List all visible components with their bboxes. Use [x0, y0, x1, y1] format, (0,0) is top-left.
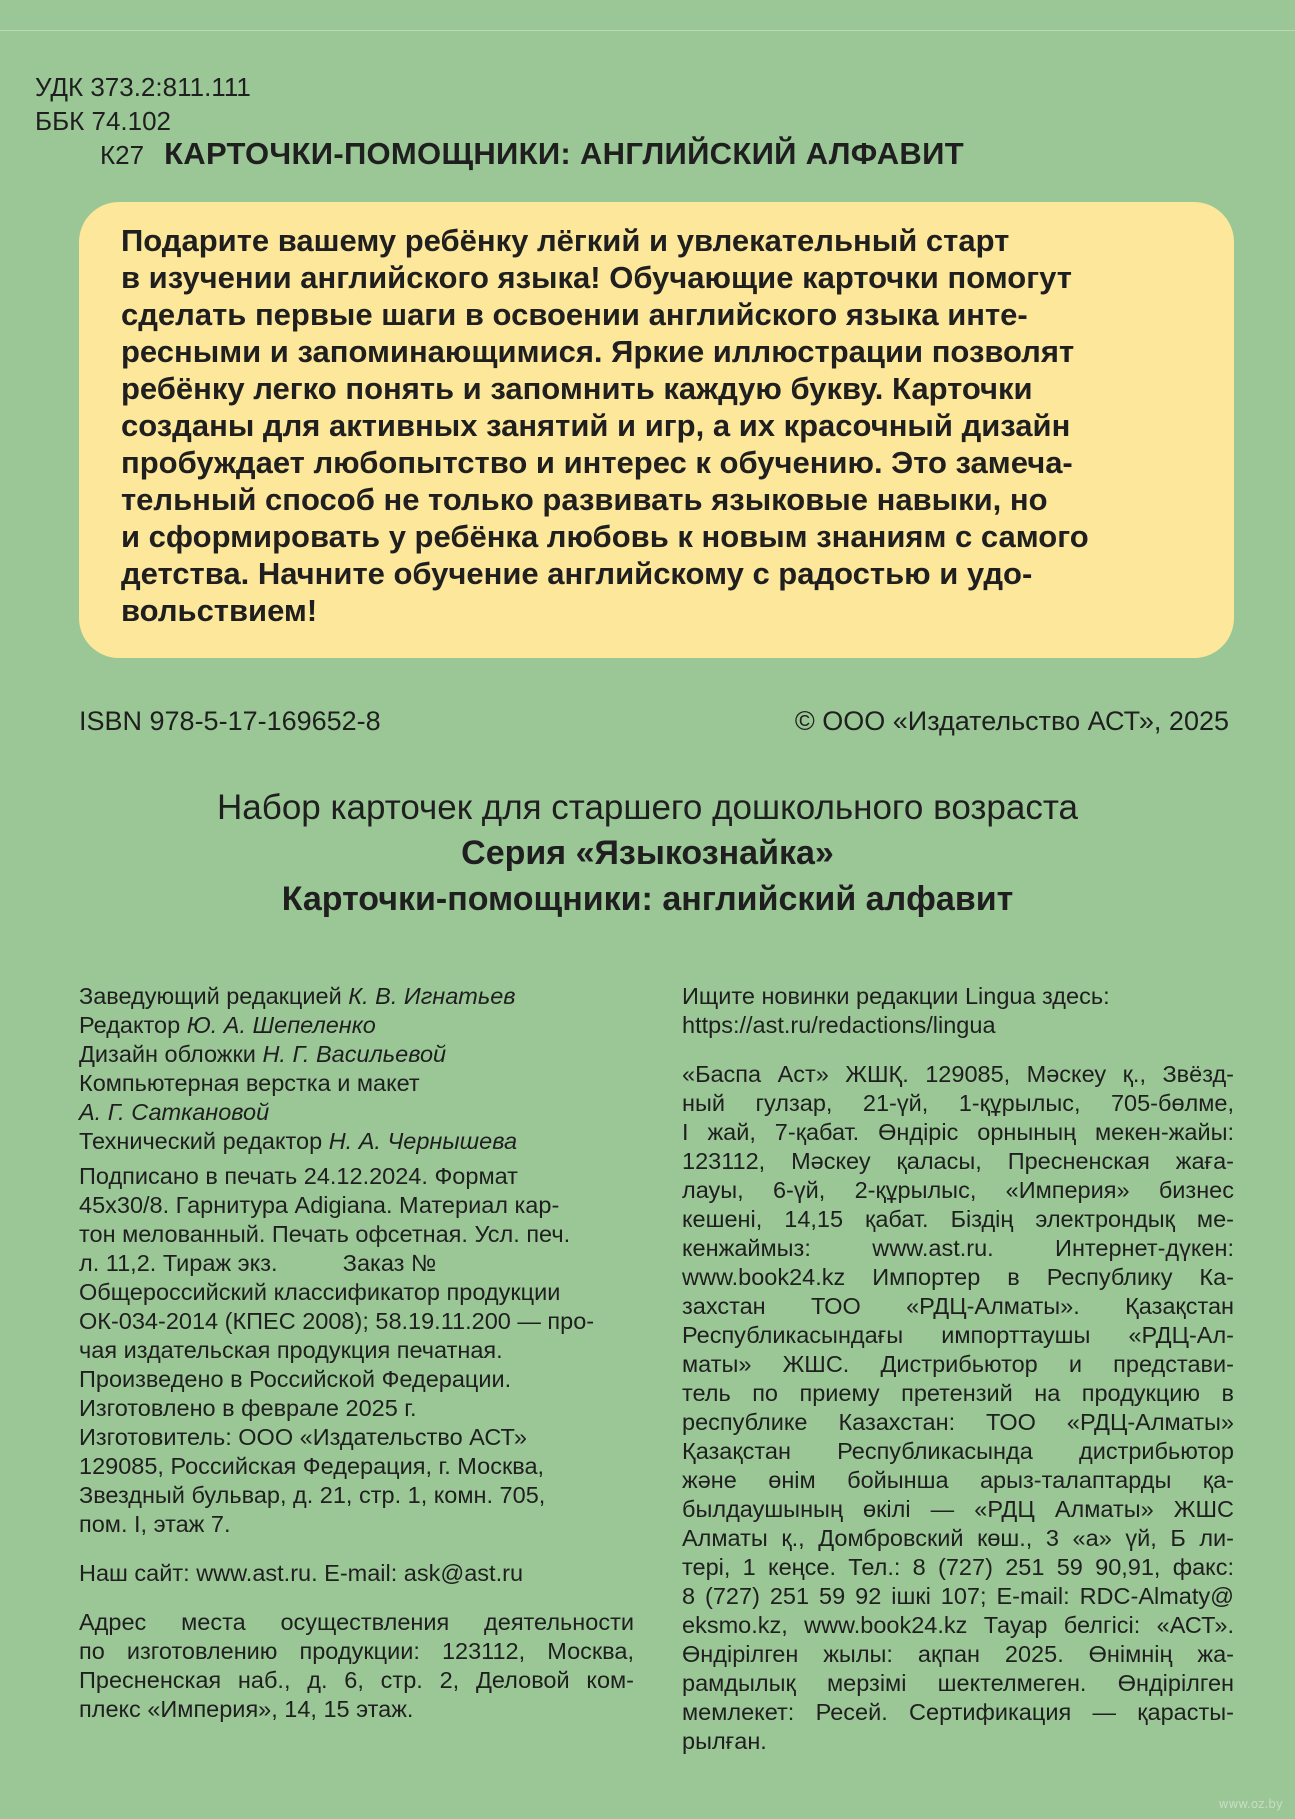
- kazakh-imprint: [682, 1060, 1234, 1756]
- print-details: [79, 1162, 634, 1539]
- production-address: [79, 1608, 634, 1724]
- imprint-line: тон мелованный. Печать офсетная. Усл. печ.: [79, 1221, 571, 1247]
- kazakh-line: тель по приему претензий на продукцию в: [682, 1380, 1234, 1406]
- kazakh-line: Өндірілген жылы: ақпан 2025. Өнімнің жа-: [682, 1641, 1234, 1667]
- credit-name: Н. Г. Васильевой: [262, 1041, 447, 1067]
- imprint-line: л. 11,2. Тираж экз. Заказ №: [79, 1250, 437, 1276]
- kazakh-line: рамдылық мерзімі шектелмеген. Өндірілген: [682, 1670, 1234, 1696]
- imprint-line: 45х30/8. Гарнитура Adigiana. Материал кар-: [79, 1192, 560, 1218]
- blurb-line: и сформировать у ребёнка любовь к новым знаниям с самого: [121, 519, 1089, 554]
- credit-line: [79, 1040, 634, 1069]
- author-mark-line: [100, 136, 964, 172]
- credit-role: Заведующий редакцией: [79, 983, 349, 1009]
- credit-role: Редактор: [79, 1012, 187, 1038]
- address-line: плекс «Империя», 14, 15 этаж.: [79, 1696, 414, 1722]
- kazakh-line: 8 (727) 251 59 92 ішкі 107; E-mail: RDC-Almaty@: [682, 1583, 1234, 1609]
- imprint-line: чая издательская продукция печатная.: [79, 1337, 503, 1363]
- bbk-code: ББК 74.102: [35, 106, 172, 136]
- kazakh-line: ный гулзар, 21-үй, 1-құрылыс, 705-бөлме,: [682, 1090, 1234, 1116]
- annotation-text: [121, 222, 1221, 629]
- blurb-line: созданы для активных занятий и игр, а их красочный дизайн: [121, 408, 1071, 443]
- blurb-line: детства. Начните обучение английскому с радостью и удо-: [121, 556, 1033, 591]
- kazakh-line: eksmo.kz, www.book24.kz Тауар белгісі: «АСТ».: [682, 1612, 1234, 1638]
- blurb-line: в изучении английского языка! Обучающие карточки помогут: [121, 260, 1072, 295]
- blurb-line: вольствием!: [121, 593, 318, 628]
- credit-line: [79, 1098, 634, 1127]
- credit-line: [79, 1069, 634, 1098]
- credits: [79, 982, 634, 1156]
- credit-role: Компьютерная верстка и макет: [79, 1070, 420, 1096]
- kazakh-line: маты» ЖШС. Дистрибьютор и представи-: [682, 1351, 1234, 1377]
- kazakh-line: Алматы қ., Домбровский көш., 3 «а» үй, Б ли-: [682, 1525, 1234, 1551]
- credit-name: К. В. Игнатьев: [348, 983, 516, 1009]
- kazakh-line: мемлекет: Ресей. Сертификация — қарасты-: [682, 1699, 1234, 1725]
- lingua-line: Ищите новинки редакции Lingua здесь:: [682, 983, 1110, 1009]
- credit-role: Технический редактор: [79, 1128, 329, 1154]
- kazakh-line: Республикасындағы импорттаушы «РДЦ-Ал-: [682, 1322, 1234, 1348]
- credit-name: А. Г. Саткановой: [79, 1099, 270, 1125]
- kazakh-line: 123112, Мәскеу қаласы, Пресненская жаға-: [682, 1148, 1234, 1174]
- address-line: по изготовлению продукции: 123112, Москва,: [79, 1638, 634, 1664]
- kazakh-line: республике Казахстан: ТОО «РДЦ-Алматы»: [682, 1409, 1234, 1435]
- kazakh-line: былдаушының өкілі — «РДЦ Алматы» ЖШС: [682, 1496, 1234, 1522]
- imprint-line: Подписано в печать 24.12.2024. Формат: [79, 1163, 518, 1189]
- kazakh-line: Қазақстан Республикасында дистрибьютор: [682, 1438, 1234, 1464]
- kazakh-line: рылған.: [682, 1728, 767, 1754]
- imprint-line: 129085, Российская Федерация, г. Москва,: [79, 1453, 545, 1479]
- address-line: Пресненская наб., д. 6, стр. 2, Деловой ком-: [79, 1667, 634, 1693]
- author-mark: К27: [100, 140, 145, 170]
- watermark: www.oz.by: [1218, 1797, 1283, 1811]
- imprint-line: Общероссийский классификатор продукции: [79, 1279, 561, 1305]
- blurb-line: тельный способ не только развивать языковые навыки, но: [121, 482, 1048, 517]
- kazakh-line: I жай, 7-қабат. Өндіріс орнының мекен-жайы:: [682, 1119, 1234, 1145]
- top-divider: [0, 0, 1295, 31]
- site-email: Наш сайт: www.ast.ru. E-mail: ask@ast.ru: [79, 1560, 524, 1586]
- kazakh-line: «Баспа Аст» ЖШҚ. 129085, Мәскеу қ., Звёзд-: [682, 1061, 1234, 1087]
- credit-name: Н. А. Чернышева: [328, 1128, 518, 1154]
- credit-role: Дизайн обложки: [79, 1041, 263, 1067]
- book-title-caps: КАРТОЧКИ-ПОМОЩНИКИ: АНГЛИЙСКИЙ АЛФАВИТ: [164, 136, 964, 171]
- kazakh-line: кенжаймыз: www.ast.ru. Интернет-дүкен:: [682, 1235, 1234, 1261]
- series-title: Серия «Языкознайка»: [461, 834, 834, 872]
- address-line: Адрес места осуществления деятельности: [79, 1609, 634, 1635]
- imprint-line: пом. I, этаж 7.: [79, 1511, 231, 1537]
- credit-name: Ю. А. Шепеленко: [186, 1012, 376, 1038]
- set-title: Карточки-помощники: английский алфавит: [281, 880, 1014, 918]
- kazakh-line: кешені, 14,15 қабат. Біздің электрондық ме-: [682, 1206, 1234, 1232]
- imprint-column-left: [79, 982, 634, 1724]
- imprint-line: Изготовлено в феврале 2025 г.: [79, 1395, 417, 1421]
- credit-line: [79, 982, 634, 1011]
- isbn: ISBN 978-5-17-169652-8: [79, 706, 381, 736]
- imprint-column-right: [682, 982, 1234, 1756]
- kazakh-line: www.book24.kz Импортер в Республику Ка-: [682, 1264, 1234, 1290]
- copyright: © ООО «Издательство АСТ», 2025: [794, 706, 1229, 736]
- credit-line: [79, 1011, 634, 1040]
- imprint-line: Звездный бульвар, д. 21, стр. 1, комн. 705,: [79, 1482, 546, 1508]
- imprint-line: ОК-034-2014 (КПЕС 2008); 58.19.11.200 — про-: [79, 1308, 595, 1334]
- annotation-box: [79, 202, 1234, 658]
- blurb-line: пробуждает любопытство и интерес к обучению. Это замеча-: [121, 445, 1073, 480]
- blurb-line: ресными и запоминающимися. Яркие иллюстрации позволят: [121, 334, 1075, 369]
- blurb-line: ребёнку легко понять и запомнить каждую букву. Карточки: [121, 371, 1033, 406]
- udk-code: УДК 373.2:811.111: [35, 72, 251, 102]
- kazakh-line: лауы, 6-үй, 2-құрылыс, «Империя» бизнес: [682, 1177, 1234, 1203]
- blurb-line: сделать первые шаги в освоении английского языка инте-: [121, 297, 1028, 332]
- set-description: Набор карточек для старшего дошкольного возраста: [217, 788, 1078, 827]
- kazakh-line: және өнім бойынша арыз-талаптарды қа-: [682, 1467, 1234, 1493]
- blurb-line: Подарите вашему ребёнку лёгкий и увлекательный старт: [121, 223, 1010, 258]
- kazakh-line: захстан ТОО «РДЦ-Алматы». Қазақстан: [682, 1293, 1234, 1319]
- imprint-line: Изготовитель: ООО «Издательство АСТ»: [79, 1424, 527, 1450]
- classification-codes: [35, 70, 251, 138]
- imprint-line: Произведено в Российской Федерации.: [79, 1366, 512, 1392]
- kazakh-line: тері, 1 кеңсе. Тел.: 8 (727) 251 59 90,91, факс:: [682, 1554, 1234, 1580]
- lingua-url: https://ast.ru/redactions/lingua: [682, 1012, 996, 1038]
- credit-line: [79, 1127, 634, 1156]
